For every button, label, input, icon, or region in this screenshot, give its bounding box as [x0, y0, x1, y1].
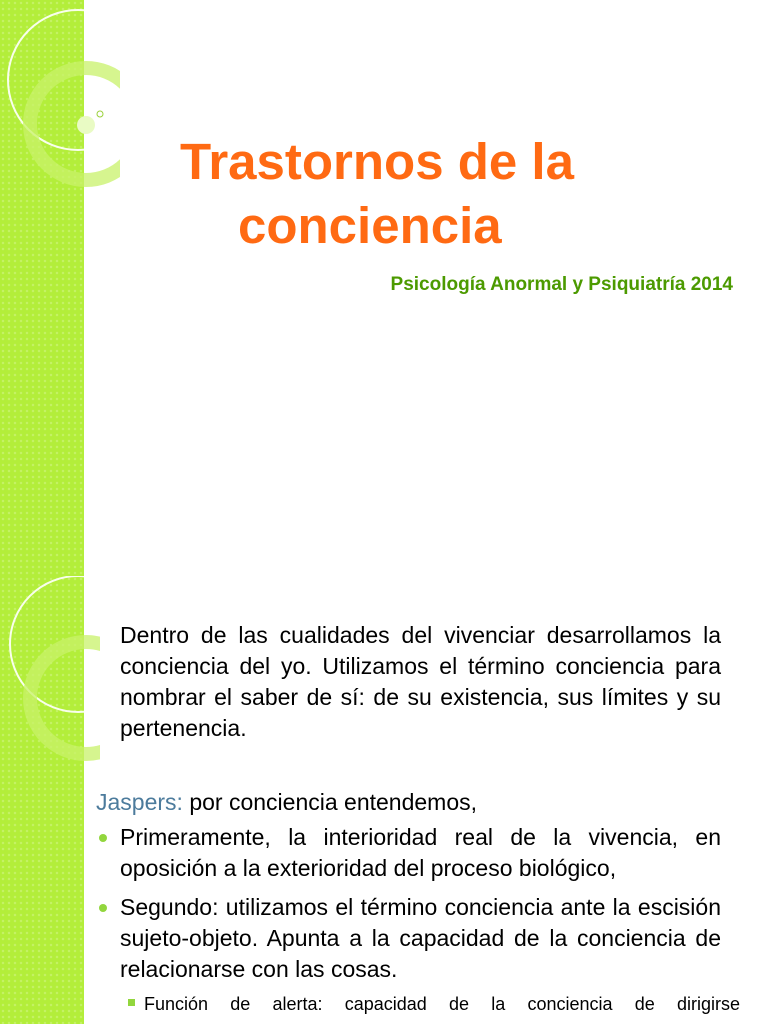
decorative-circles-icon [0, 0, 120, 576]
lead-label: Jaspers: [96, 789, 183, 815]
bullet-list [97, 822, 721, 993]
list-item [97, 822, 721, 884]
content-slide [0, 576, 768, 1024]
sub-bullet [125, 992, 740, 1016]
title-line-2: conciencia [238, 197, 502, 254]
list-item [97, 892, 721, 985]
bullet-dot-icon [99, 904, 107, 912]
bullet-text: Primeramente, la interioridad real de la vivencia, en oposición a la exterioridad del proceso biológico, [120, 824, 721, 881]
jaspers-lead [96, 787, 477, 818]
lead-text: por conciencia entendemos, [182, 789, 478, 815]
bullet-text: Segundo: utilizamos el término conciencia ante la escisión sujeto-objeto. Apunta a la capacidad de la conciencia de relacionarse con las cosas. [120, 894, 721, 982]
bullet-dot-icon [99, 834, 107, 842]
sub-bullet-text: Función de alerta: capacidad de la conciencia de dirigirse [144, 994, 740, 1014]
slide-subtitle: Psicología Anormal y Psiquiatría 2014 [390, 274, 733, 295]
decorative-sidebar [0, 576, 84, 1024]
slide-title [180, 130, 574, 258]
decorative-sidebar [0, 0, 84, 576]
title-line-1: Trastornos de la [180, 133, 574, 190]
intro-paragraph: Dentro de las cualidades del vivenciar desarrollamos la conciencia del yo. Utilizamos el término conciencia para nombrar el saber de sí: de su existencia, sus límites y su pertenencia. [120, 622, 721, 741]
decorative-circles-icon [0, 576, 100, 1024]
bullet-square-icon [128, 999, 135, 1006]
